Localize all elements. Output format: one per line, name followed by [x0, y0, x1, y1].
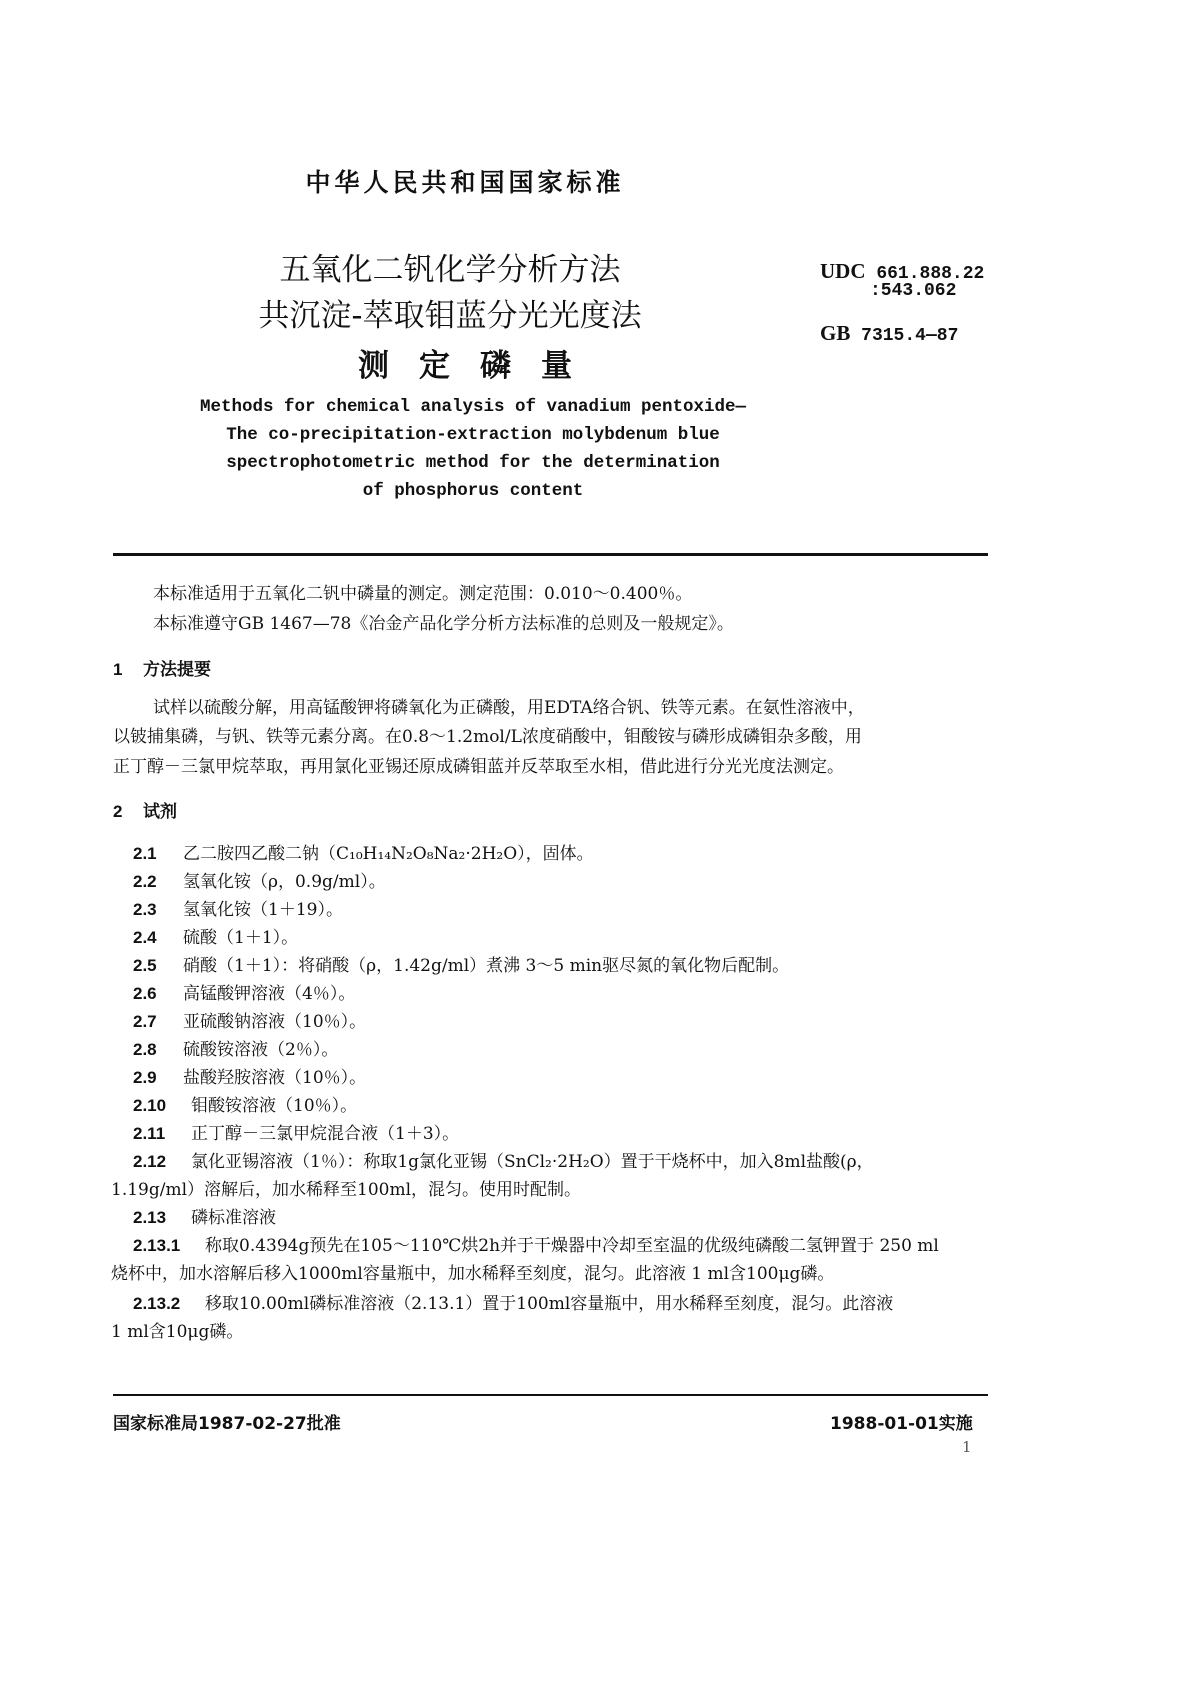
item-number: 2.5 [133, 956, 157, 975]
title-en-line-1: Methods for chemical analysis of vanadium pentoxide— [199, 397, 747, 417]
reagent-item [133, 979, 355, 1004]
title-cn-line-1: 五氧化二钒化学分析方法 [279, 252, 621, 288]
item-number: 2.2 [133, 872, 157, 891]
item-text: 高锰酸钾溶液（4％）。 [183, 984, 356, 1004]
reagent-item [133, 1289, 893, 1314]
reagent-item [133, 895, 343, 920]
reagent-item [133, 1119, 459, 1144]
item-continuation: 烧杯中，加水溶解后移入1000ml容量瓶中，加水稀释至刻度，混匀。此溶液 1 ml含100μg磷。 [111, 1264, 835, 1284]
udc-number: 661.888.22 [876, 264, 985, 284]
footer-divider [113, 1394, 988, 1396]
item-number: 2.8 [133, 1040, 157, 1059]
item-text: 乙二胺四乙酸二钠（C₁₀H₁₄N₂O₈Na₂·2H₂O），固体。 [183, 844, 594, 864]
header-divider [113, 553, 988, 556]
item-text: 盐酸羟胺溶液（10％）。 [183, 1068, 367, 1088]
reagent-item [133, 1203, 276, 1228]
item-text: 硫酸（1＋1）。 [183, 928, 299, 948]
page-number: 1 [962, 1438, 972, 1456]
reagent-item [133, 951, 789, 976]
reagent-item [133, 867, 386, 892]
reagent-item [133, 1007, 366, 1032]
reagent-item [133, 1091, 357, 1116]
intro-compliance: 本标准遵守GB 1467—78《冶金产品化学分析方法标准的总则及一般规定》。 [153, 614, 734, 634]
item-number: 2.10 [133, 1096, 167, 1115]
reagent-item [133, 923, 298, 948]
item-number: 2.11 [133, 1124, 166, 1143]
reagent-item [133, 1063, 366, 1088]
section-1-line: 以铍捕集磷，与钒、铁等元素分离。在0.8～1.2mol/L浓度硝酸中，钼酸铵与磷形成磷钼杂多酸，用 [113, 727, 862, 747]
item-continuation: 1 ml含10μg磷。 [111, 1322, 244, 1342]
reagent-item [133, 839, 594, 864]
title-en-line-3: spectrophotometric method for the determination [226, 453, 720, 473]
item-text: 正丁醇－三氯甲烷混合液（1＋3）。 [191, 1124, 460, 1144]
item-number: 2.4 [133, 928, 157, 947]
item-text: 硫酸铵溶液（2％）。 [183, 1040, 339, 1060]
item-number: 2.13.2 [133, 1294, 181, 1313]
item-continuation: 1.19g/ml）溶解后，加水稀释至100ml，混匀。使用时配制。 [111, 1180, 582, 1200]
section-1-line: 正丁醇－三氯甲烷萃取，再用氯化亚锡还原成磷钼蓝并反萃取至水相，借此进行分光光度法测定。 [113, 757, 844, 777]
item-number: 2.6 [133, 984, 157, 1003]
item-text: 钼酸铵溶液（10％）。 [191, 1096, 358, 1116]
gb-number [820, 321, 958, 346]
standard-type: 中华人民共和国国家标准 [305, 168, 625, 197]
item-text: 移取10.00ml磷标准溶液（2.13.1）置于100ml容量瓶中，用水稀释至刻度，混匀。此溶液 [205, 1294, 894, 1314]
title-en-line-2: The co-precipitation-extraction molybdenum blue [226, 425, 720, 445]
reagent-item [133, 1035, 338, 1060]
reagent-item [133, 1231, 939, 1256]
item-text: 硝酸（1＋1）：将硝酸（ρ，1.42g/ml）煮沸 3～5 min驱尽氮的氧化物后配制。 [183, 956, 790, 976]
item-number: 2.13.1 [133, 1236, 181, 1255]
item-text: 磷标准溶液 [191, 1208, 276, 1228]
item-number: 2.13 [133, 1208, 167, 1227]
title-en-line-4: of phosphorus content [362, 481, 584, 501]
item-text: 氢氧化铵（ρ，0.9g/ml）。 [183, 872, 386, 892]
section-2-heading: 2 试剂 [113, 802, 177, 822]
item-number: 2.9 [133, 1068, 157, 1087]
intro-scope: 本标准适用于五氧化二钒中磷量的测定。测定范围：0.010～0.400％。 [153, 584, 693, 604]
udc-label: UDC [820, 259, 866, 283]
effective-date: 1988-01-01实施 [830, 1414, 973, 1434]
item-text: 称取0.4394g预先在105～110℃烘2h并于干燥器中冷却至室温的优级纯磷酸二氢钾置于 250 ml [205, 1236, 939, 1256]
item-number: 2.3 [133, 900, 157, 919]
item-number: 2.12 [133, 1152, 167, 1171]
approval-date: 国家标准局1987-02-27批准 [113, 1414, 341, 1434]
item-text: 氯化亚锡溶液（1％）：称取1g氯化亚锡（SnCl₂·2H₂O）置于干烧杯中，加入8ml盐酸(ρ， [191, 1152, 874, 1172]
reagent-item [133, 1147, 874, 1172]
item-text: 亚硫酸钠溶液（10％）。 [183, 1012, 367, 1032]
gb-code: 7315.4—87 [861, 326, 959, 346]
item-number: 2.1 [133, 844, 157, 863]
item-text: 氢氧化铵（1＋19）。 [183, 900, 343, 920]
section-1-heading: 1 方法提要 [113, 660, 211, 680]
gb-label: GB [820, 321, 851, 345]
item-number: 2.7 [133, 1012, 157, 1031]
section-1-line: 试样以硫酸分解，用高锰酸钾将磷氧化为正磷酸，用EDTA络合钒、铁等元素。在氨性溶液中， [153, 698, 865, 718]
udc-number-2: :543.062 [870, 281, 957, 301]
title-cn-line-3: 测定磷量 [358, 348, 602, 384]
title-cn-line-2: 共沉淀-萃取钼蓝分光光度法 [258, 298, 642, 334]
